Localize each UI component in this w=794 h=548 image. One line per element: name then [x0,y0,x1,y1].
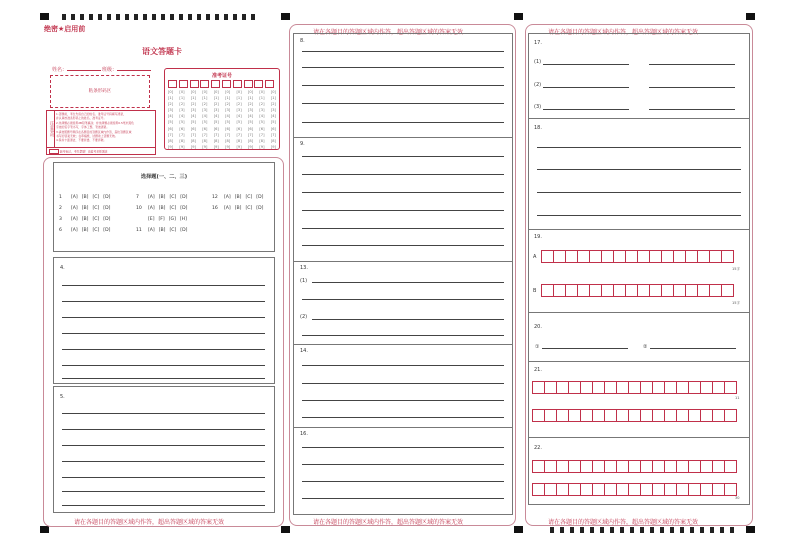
choice-bubble[interactable]: [F] [158,217,165,222]
digit-bubble[interactable]: [0] [259,90,265,94]
choice-bubble[interactable]: [C] [169,195,177,200]
digit-bubble[interactable]: [5] [270,120,276,125]
digit-bubble[interactable]: [6] [179,126,185,131]
absence-label: 缺考标记，考生禁填！由监考老师填涂 [59,149,108,154]
choice-number: 7 [136,195,139,200]
digit-bubble[interactable]: [6] [190,126,196,131]
digit-bubble[interactable]: [4] [225,114,231,119]
choice-number: 16 [212,206,218,211]
digit-bubble[interactable]: [4] [190,114,196,119]
question-9-area[interactable] [293,137,513,262]
digit-bubble[interactable]: [7] [236,132,242,137]
choice-bubble[interactable]: [C] [92,217,100,222]
digit-bubble[interactable]: [8] [259,138,265,143]
digit-bubble[interactable]: [8] [225,138,231,143]
digit-bubble[interactable]: [6] [247,126,254,131]
name-field[interactable]: 姓名： [52,66,101,73]
digit-bubble[interactable]: [3] [190,108,196,113]
boundary-notice: 请在各题目的答题区域内作答，超出答题区域的答案无效 [548,519,699,526]
digit-bubble[interactable]: [1] [190,96,196,101]
registration-mark [746,13,755,20]
digit-bubble[interactable]: [9] [168,144,174,149]
choice-bubble[interactable]: [D] [103,195,111,200]
exam-id-digit-grid[interactable] [168,89,276,150]
registration-mark [746,526,755,533]
notes-lines [56,112,154,143]
digit-bubble[interactable]: [4] [202,114,208,119]
choice-bubble[interactable]: [D] [256,195,264,200]
question-20-area[interactable] [528,312,750,362]
digit-column[interactable] [191,89,196,150]
digit-bubble[interactable]: [3] [236,108,242,113]
char-grid-row[interactable] [532,409,736,422]
digit-bubble[interactable]: [2] [225,102,231,107]
sub-question-label: (2) [534,82,542,88]
registration-mark [514,526,523,533]
choice-number: 3 [59,217,62,222]
choice-bubble[interactable]: [D] [180,228,188,233]
digit-bubble[interactable]: [7] [270,132,276,137]
question-22-area[interactable] [528,437,750,505]
choice-number: 1 [59,195,62,200]
digit-column[interactable] [179,89,184,150]
question-19-area[interactable] [528,229,750,313]
char-count-note: 30 [735,496,740,500]
sub-question-label: (1) [300,278,308,284]
timing-marks [550,527,740,533]
digit-bubble[interactable]: [5] [202,120,208,125]
char-grid-row[interactable] [541,250,733,263]
choice-bubble[interactable]: [A] [71,217,78,222]
question-number: 13. [300,265,308,271]
choice-bubble[interactable]: [E] [148,217,155,222]
digit-bubble[interactable]: [4] [270,114,276,119]
digit-bubble[interactable]: [1] [179,96,185,101]
digit-bubble[interactable]: [1] [270,96,276,101]
digit-bubble[interactable]: [2] [202,102,208,107]
timing-marks [62,14,262,20]
digit-bubble[interactable]: [1] [225,96,231,101]
choice-bubble[interactable]: [C] [245,195,253,200]
choice-bubble[interactable]: [A] [148,206,155,211]
choice-number: 6 [59,228,62,233]
choice-number: 11 [136,228,142,233]
question-14-area[interactable] [293,344,513,428]
choice-row [59,206,110,211]
class-label: 班级 [102,67,113,73]
digit-bubble[interactable]: [1] [168,96,174,101]
digit-bubble[interactable]: [9] [259,144,265,149]
digit-bubble[interactable]: [2] [259,102,265,107]
choice-number: 12 [212,195,218,200]
name-label: 姓名 [52,67,63,73]
secret-label: 绝密★启用前 [44,25,86,33]
choice-bubble[interactable]: [C] [92,206,100,211]
digit-bubble[interactable]: [7] [202,132,208,137]
choice-bubble[interactable]: [B] [158,206,166,211]
choice-bubble[interactable]: [D] [256,206,264,211]
choice-title: 选择题(一、二、三) [140,174,188,180]
char-count-note: 15字 [732,267,740,271]
class-field[interactable]: 班级： [102,66,151,73]
exam-id-entry-boxes[interactable] [168,80,274,88]
choice-bubble[interactable]: [A] [71,206,78,211]
digit-bubble[interactable]: [2] [213,102,219,107]
digit-bubble[interactable]: [0] [202,90,208,94]
digit-bubble[interactable]: [4] [259,114,265,119]
choice-bubble[interactable]: [C] [92,228,100,233]
choice-bubble[interactable]: [A] [224,206,231,211]
boundary-notice: 请在各题目的答题区域内作答，超出答题区域的答案无效 [313,29,464,36]
digit-bubble[interactable]: [3] [168,108,174,113]
digit-bubble[interactable]: [3] [179,108,185,113]
choice-row [136,206,187,211]
digit-bubble[interactable]: [8] [202,138,208,143]
digit-bubble[interactable]: [9] [270,144,276,149]
digit-bubble[interactable]: [9] [213,144,219,149]
choice-row [59,228,110,233]
note-line: 3.请按照题号顺序在各题目的答题区域内作答，超出答题区域 [56,129,132,134]
digit-bubble[interactable]: [0] [213,90,219,94]
registration-mark [281,13,290,20]
question-8-area[interactable] [293,33,513,138]
question-number: 20. [534,324,542,330]
choice-bubble[interactable]: [C] [169,206,177,211]
digit-bubble[interactable]: [7] [259,132,265,137]
digit-bubble[interactable]: [9] [225,144,231,149]
question-21-area[interactable] [528,361,750,438]
digit-bubble[interactable]: [9] [236,144,242,149]
digit-bubble[interactable]: [9] [179,144,185,149]
choice-bubble[interactable]: [D] [103,228,111,233]
choice-bubble[interactable]: [C] [245,206,253,211]
digit-bubble[interactable]: [5] [259,120,265,125]
choice-row [59,217,110,222]
digit-bubble[interactable]: [8] [190,138,196,143]
note-line: 2.选择题必须使用2B铅笔填涂；非选择题必须使用0.5毫米黑色 [56,120,134,125]
choice-bubble[interactable]: [A] [224,195,231,200]
digit-bubble[interactable]: [6] [213,126,219,131]
digit-bubble[interactable]: [9] [247,144,254,149]
digit-bubble[interactable]: [2] [270,102,276,107]
digit-bubble[interactable]: [1] [247,96,254,101]
sub-question-label: (2) [300,314,308,320]
choice-bubble[interactable]: [C] [169,228,177,233]
notes-title: 注意事项 [47,111,55,147]
digit-bubble[interactable]: [5] [247,120,254,125]
digit-column[interactable] [237,89,242,150]
sub-question-label: (1) [534,59,542,65]
digit-bubble[interactable]: [3] [225,108,231,113]
exam-id-title: 准考证号 [211,73,232,79]
question-13-area[interactable] [293,261,513,345]
digit-bubble[interactable]: [1] [213,96,219,101]
choice-bubble[interactable]: [B] [81,217,89,222]
digit-column[interactable] [225,89,230,150]
boundary-notice: 请在各题目的答题区域内作答，超出答题区域的答案无效 [74,519,225,526]
question-18-area[interactable] [528,118,750,230]
choice-bubble[interactable]: [B] [158,195,166,200]
digit-bubble[interactable]: [3] [213,108,219,113]
choice-bubble[interactable]: [A] [71,228,78,233]
choice-row [136,195,187,200]
digit-bubble[interactable]: [7] [190,132,196,137]
choice-number: 2 [59,206,62,211]
digit-bubble[interactable]: [3] [247,108,254,113]
choice-bubble[interactable]: [H] [179,217,187,222]
question-number: 22. [534,445,542,451]
choice-bubble[interactable]: [B] [81,206,89,211]
digit-column[interactable] [248,89,253,150]
question-number: 9. [300,141,305,147]
digit-bubble[interactable]: [3] [270,108,276,113]
sub-question-label: ① [535,344,540,350]
digit-bubble[interactable]: [0] [236,90,242,94]
choice-row [136,217,187,222]
question-17-area[interactable] [528,33,750,119]
choice-number: 10 [136,206,142,211]
digit-bubble[interactable]: [5] [179,120,185,125]
choice-row [59,195,110,200]
sub-question-label: B [533,288,537,294]
char-grid-row[interactable] [541,284,733,297]
sub-question-label: A [533,254,537,260]
choice-bubble[interactable]: [A] [71,195,78,200]
choice-bubble[interactable]: [C] [92,195,100,200]
choice-bubble[interactable]: [B] [234,195,242,200]
digit-bubble[interactable]: [0] [168,90,174,94]
question-number: 14. [300,348,308,354]
digit-bubble[interactable]: [6] [225,126,231,131]
choice-bubble[interactable]: [B] [158,228,166,233]
digit-bubble[interactable]: [7] [179,132,185,137]
digit-bubble[interactable]: [2] [179,102,185,107]
choice-bubble[interactable]: [D] [180,206,188,211]
digit-bubble[interactable]: [7] [247,132,254,137]
digit-bubble[interactable]: [9] [202,144,208,149]
sub-question-label: (3) [534,104,542,110]
digit-bubble[interactable]: [1] [259,96,265,101]
digit-bubble[interactable]: [2] [236,102,242,107]
digit-bubble[interactable]: [1] [202,96,208,101]
digit-bubble[interactable]: [6] [236,126,242,131]
digit-column[interactable] [214,89,219,150]
digit-bubble[interactable]: [4] [168,114,174,119]
digit-bubble[interactable]: [2] [247,102,254,107]
choice-bubble[interactable]: [B] [81,228,89,233]
registration-mark [281,526,290,533]
note-line: 1.答题前，考生先将自己的姓名、准考证号码填写清楚， [56,112,126,116]
absence-mark[interactable] [47,147,155,155]
choice-bubble[interactable]: [B] [81,195,89,200]
digit-bubble[interactable]: [0] [179,90,185,94]
choice-bubble[interactable]: [D] [103,217,111,222]
digit-bubble[interactable]: [7] [213,132,219,137]
question-number: 17. [534,40,542,46]
choice-bubble[interactable]: [D] [180,195,188,200]
exam-id-box [164,68,280,150]
digit-bubble[interactable]: [2] [190,102,196,107]
question-4-area[interactable] [53,257,275,384]
question-5-area[interactable] [53,386,275,513]
digit-column[interactable] [271,89,276,150]
boundary-notice: 请在各题目的答题区域内作答，超出答题区域的答案无效 [548,29,699,36]
card-title: 语文答题卡 [142,47,182,56]
registration-mark [514,13,523,20]
digit-bubble[interactable]: [5] [213,120,219,125]
digit-bubble[interactable]: [4] [213,114,219,119]
notes-box [46,110,156,155]
question-number: 19. [534,234,542,240]
question-number: 16. [300,431,308,437]
digit-bubble[interactable]: [8] [270,138,276,143]
note-line: 4.保持卡面清洁，不要折叠、不要弄破。 [56,138,107,143]
char-count-note: 15字 [732,301,740,305]
registration-mark [40,13,49,20]
choice-row [212,206,263,211]
question-number: 18. [534,125,542,131]
boundary-notice: 请在各题目的答题区域内作答，超出答题区域的答案无效 [313,519,464,526]
digit-bubble[interactable]: [3] [202,108,208,113]
digit-bubble[interactable]: [3] [259,108,265,113]
choice-bubble[interactable]: [B] [234,206,242,211]
digit-bubble[interactable]: [6] [168,126,174,131]
digit-bubble[interactable]: [0] [247,90,254,94]
digit-bubble[interactable]: [6] [270,126,276,131]
digit-column[interactable] [202,89,207,150]
choice-bubble[interactable]: [A] [148,195,155,200]
digit-bubble[interactable]: [7] [225,132,231,137]
char-grid-row[interactable] [532,483,736,496]
registration-mark [40,526,49,533]
choice-section [53,162,275,252]
digit-bubble[interactable]: [2] [168,102,174,107]
digit-bubble[interactable]: [0] [190,90,196,94]
sub-question-label: ② [643,344,648,350]
digit-bubble[interactable]: [8] [247,138,254,143]
choice-bubble[interactable]: [A] [148,228,155,233]
digit-bubble[interactable]: [1] [236,96,242,101]
digit-bubble[interactable]: [8] [213,138,219,143]
digit-bubble[interactable]: [6] [259,126,265,131]
digit-bubble[interactable]: [5] [225,120,231,125]
digit-bubble[interactable]: [0] [270,90,276,94]
question-16-area[interactable] [293,427,513,515]
question-number: 8. [300,38,305,44]
choice-bubble[interactable]: [D] [103,206,111,211]
digit-bubble[interactable]: [8] [168,138,174,143]
digit-bubble[interactable]: [4] [247,114,254,119]
digit-bubble[interactable]: [8] [179,138,185,143]
note-line: 字迹的签字笔书写，字体工整、笔迹清楚。 [56,125,110,130]
barcode-area [50,75,150,108]
digit-bubble[interactable]: [4] [179,114,185,119]
char-count-note: 11 [735,396,740,400]
digit-bubble[interactable]: [0] [225,90,231,94]
question-number: 4. [60,265,65,271]
choice-bubble[interactable]: [G] [168,217,176,222]
char-grid-row[interactable] [532,381,736,394]
digit-bubble[interactable]: [5] [190,120,196,125]
digit-column[interactable] [168,89,173,150]
barcode-label: 粘条形码区 [88,89,112,94]
question-number: 21. [534,367,542,373]
digit-bubble[interactable]: [5] [236,120,242,125]
question-number: 5. [60,394,65,400]
digit-bubble[interactable]: [5] [168,120,174,125]
note-line: 并认真核准条形码上的姓名、准考证号。 [56,116,107,121]
note-line: 书写的答案无效；在草稿纸、试题卷上答题无效。 [56,134,118,139]
digit-bubble[interactable]: [8] [236,138,242,143]
choice-row [136,228,187,233]
digit-bubble[interactable]: [4] [236,114,242,119]
digit-bubble[interactable]: [9] [190,144,196,149]
digit-bubble[interactable]: [6] [202,126,208,131]
choice-row [212,195,263,200]
digit-column[interactable] [259,89,264,150]
digit-bubble[interactable]: [7] [168,132,174,137]
char-grid-row[interactable] [532,460,736,473]
